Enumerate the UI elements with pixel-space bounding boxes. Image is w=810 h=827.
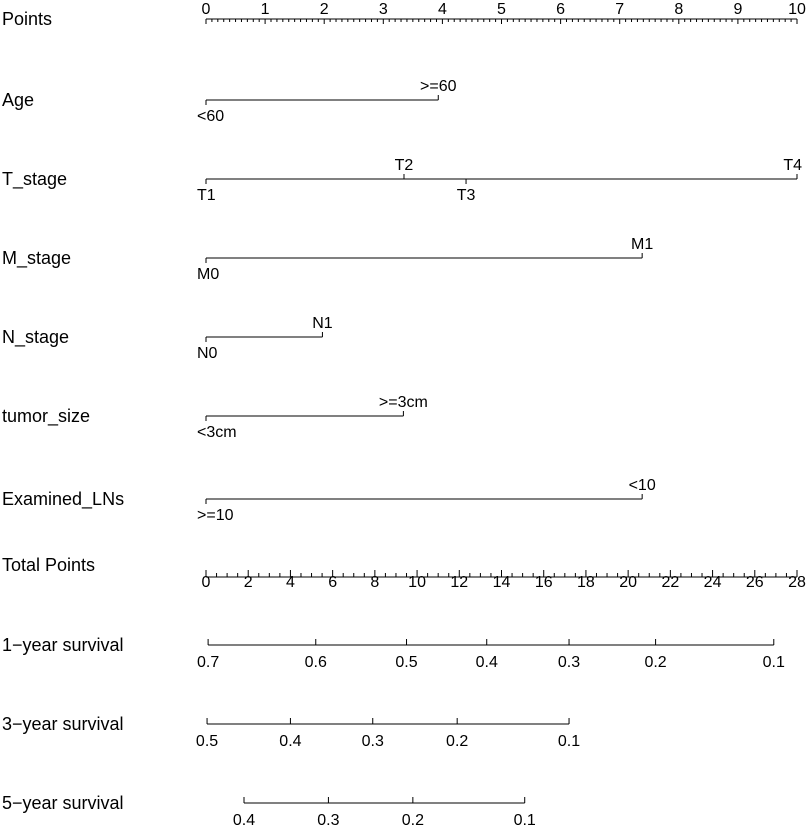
total-points-tick-label: 18 <box>577 574 595 591</box>
total-points-tick-label: 2 <box>243 574 253 591</box>
row-label: Points <box>2 9 53 29</box>
row-label: Total Points <box>2 555 96 575</box>
total-points-tick-label: 14 <box>492 574 511 591</box>
total-points-tick-label: 6 <box>328 574 338 591</box>
survival-tick-label: 0.1 <box>513 812 536 827</box>
survival-tick-label: 0.4 <box>279 733 302 750</box>
level-label: T2 <box>394 157 414 174</box>
level-label: N0 <box>197 345 218 362</box>
level-label: <3cm <box>197 424 237 441</box>
level-label: N1 <box>312 315 333 332</box>
level-label: >=10 <box>197 507 234 524</box>
level-label: <60 <box>197 108 225 125</box>
row-label: 3−year survival <box>2 714 124 734</box>
total-points-tick-label: 10 <box>408 574 426 591</box>
row-label: Examined_LNs <box>2 489 125 509</box>
level-label: T1 <box>197 187 216 204</box>
row-label: 1−year survival <box>2 635 124 655</box>
points-tick-label: 6 <box>556 1 566 18</box>
survival-tick-label: 0.1 <box>557 733 581 750</box>
survival-tick-label: 0.5 <box>195 733 219 750</box>
level-label: <10 <box>628 477 656 494</box>
level-label: T3 <box>456 187 476 204</box>
points-tick-label: 8 <box>674 1 684 18</box>
survival-tick-label: 0.2 <box>446 733 469 750</box>
total-points-tick-label: 26 <box>745 574 764 591</box>
level-label: M0 <box>197 266 220 283</box>
survival-tick-label: 0.7 <box>196 654 220 671</box>
total-points-tick-label: 16 <box>534 574 553 591</box>
points-tick-label: 4 <box>437 1 447 18</box>
points-tick-label: 3 <box>378 1 388 18</box>
total-points-tick-label: 8 <box>370 574 380 591</box>
points-tick-label: 1 <box>260 1 270 18</box>
survival-tick-label: 0.1 <box>762 654 785 671</box>
points-tick-label: 0 <box>201 1 211 18</box>
total-points-tick-label: 28 <box>788 574 806 591</box>
survival-tick-label: 0.3 <box>317 812 340 827</box>
total-points-tick-label: 12 <box>450 574 469 591</box>
survival-tick-label: 0.2 <box>401 812 424 827</box>
points-tick-label: 2 <box>319 1 329 18</box>
total-points-tick-label: 24 <box>703 574 722 591</box>
survival-tick-label: 0.4 <box>232 812 256 827</box>
survival-tick-label: 0.4 <box>475 654 498 671</box>
survival-tick-label: 0.6 <box>304 654 327 671</box>
total-points-tick-label: 4 <box>285 574 295 591</box>
row-label: tumor_size <box>2 406 91 426</box>
survival-tick-label: 0.5 <box>395 654 418 671</box>
survival-tick-label: 0.2 <box>644 654 667 671</box>
row-label: 5−year survival <box>2 793 124 813</box>
level-label: M1 <box>631 236 654 253</box>
points-tick-label: 5 <box>497 1 506 18</box>
points-tick-label: 7 <box>615 1 625 18</box>
total-points-tick-label: 0 <box>201 574 211 591</box>
total-points-tick-label: 20 <box>619 574 638 591</box>
level-label: >=3cm <box>378 394 428 411</box>
row-label: T_stage <box>2 169 68 189</box>
level-label: T4 <box>783 157 802 174</box>
row-label: M_stage <box>2 248 72 268</box>
total-points-tick-label: 22 <box>661 574 680 591</box>
survival-tick-label: 0.3 <box>557 654 581 671</box>
level-label: >=60 <box>420 78 457 95</box>
row-label: N_stage <box>2 327 70 347</box>
points-tick-label: 9 <box>733 1 743 18</box>
row-label: Age <box>2 90 35 110</box>
points-tick-label: 10 <box>788 1 806 18</box>
survival-tick-label: 0.3 <box>361 733 384 750</box>
